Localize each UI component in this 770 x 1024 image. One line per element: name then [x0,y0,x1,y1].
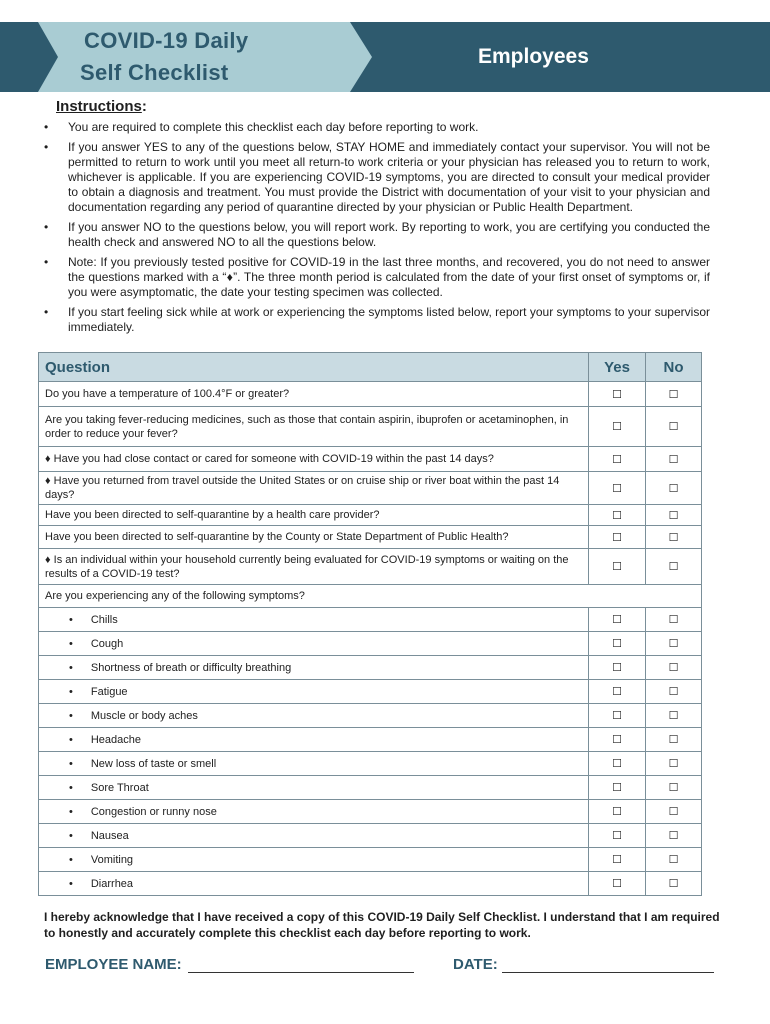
date-label: DATE: [453,956,498,973]
no-checkbox[interactable]: ☐ [646,656,702,680]
symptom-text: • Congestion or runny nose [39,800,589,824]
yes-checkbox[interactable]: ☐ [589,526,646,549]
no-checkbox[interactable]: ☐ [646,447,702,472]
no-checkbox[interactable]: ☐ [646,824,702,848]
no-checkbox[interactable]: ☐ [646,872,702,896]
symptom-row [39,704,702,728]
no-checkbox[interactable]: ☐ [646,752,702,776]
symptom-text: • New loss of taste or smell [39,752,589,776]
symptom-row [39,680,702,704]
question-column-header: Question [39,353,589,382]
symptom-row [39,752,702,776]
yes-checkbox[interactable]: ☐ [589,656,646,680]
instruction-item: • If you answer NO to the questions below, you will report work. By reporting to work, you are certifying you conducted the health check and answered NO to all the questions below. [44,220,710,250]
no-checkbox[interactable]: ☐ [646,608,702,632]
symptom-text: • Shortness of breath or difficulty breathing [39,656,589,680]
instruction-item: • If you start feeling sick while at work or experiencing the symptoms listed below, report your symptoms to your supervisor immediately. [44,305,710,335]
question-row [39,585,702,608]
checklist-title-line-2: Self Checklist [80,60,229,85]
instruction-item: • If you answer YES to any of the questions below, STAY HOME and immediately contact your supervisor. You will not be permitted to return to work until you meet all return-to work criteria or your physician has released you to return to work, whichever is applicable. If you are experiencing COVID-19 symptoms, you are directed to consult your medical provider to obtain a diagnosis and treatment. You must provide the District with documentation of your visit to your physician and documentation regarding any period of quarantine directed by your physician or Public Health Department. [44,140,710,215]
no-checkbox[interactable]: ☐ [646,680,702,704]
symptom-text: • Fatigue [39,680,589,704]
yes-checkbox[interactable]: ☐ [589,872,646,896]
question-row [39,549,702,585]
no-checkbox[interactable]: ☐ [646,526,702,549]
question-row [39,407,702,447]
yes-checkbox[interactable]: ☐ [589,704,646,728]
checklist-title-line-1: COVID-19 Daily [84,28,249,53]
no-column-header: No [646,353,702,382]
yes-checkbox[interactable]: ☐ [589,608,646,632]
yes-checkbox[interactable]: ☐ [589,505,646,526]
question-text: Are you taking fever-reducing medicines, such as those that contain aspirin, ibuprofen or acetaminophen, in order to reduce your fever? [39,407,589,447]
yes-column-header: Yes [589,353,646,382]
question-text: ♦ Have you returned from travel outside the United States or on cruise ship or river boat within the past 14 days? [39,472,589,505]
symptom-row [39,824,702,848]
date-line[interactable] [502,972,714,973]
yes-checkbox[interactable]: ☐ [589,800,646,824]
symptom-text: • Diarrhea [39,872,589,896]
instruction-item: • Note: If you previously tested positive for COVID-19 in the last three months, and recovered, you do not need to answer the questions marked with a “♦”. The three month period is calculated from the date of your first onset of symptoms or, if you were asymptomatic, the date your testing specimen was collected. [44,255,710,300]
symptom-text: • Vomiting [39,848,589,872]
instruction-item: • You are required to complete this checklist each day before reporting to work. [44,120,710,135]
employee-name-label: EMPLOYEE NAME: [45,956,182,973]
question-text: Have you been directed to self-quarantine by the County or State Department of Public Health? [39,526,589,549]
yes-checkbox[interactable]: ☐ [589,472,646,505]
symptom-row [39,728,702,752]
header-banner [0,22,770,92]
acknowledgement-text: I hereby acknowledge that I have received a copy of this COVID-19 Daily Self Checklist. I understand that I am required to honestly and accurately complete this checklist each day before reporting to work. [44,910,720,940]
no-checkbox[interactable]: ☐ [646,848,702,872]
symptom-text: • Nausea [39,824,589,848]
table-header-row [39,353,702,382]
question-row [39,447,702,472]
no-checkbox[interactable]: ☐ [646,549,702,585]
no-checkbox[interactable]: ☐ [646,505,702,526]
question-text: Do you have a temperature of 100.4°F or greater? [39,382,589,407]
yes-checkbox[interactable]: ☐ [589,728,646,752]
question-row [39,505,702,526]
symptom-row [39,800,702,824]
yes-checkbox[interactable]: ☐ [589,549,646,585]
no-checkbox[interactable]: ☐ [646,728,702,752]
symptom-text: • Headache [39,728,589,752]
yes-checkbox[interactable]: ☐ [589,632,646,656]
no-checkbox[interactable]: ☐ [646,472,702,505]
yes-checkbox[interactable]: ☐ [589,407,646,447]
symptom-row [39,776,702,800]
no-checkbox[interactable]: ☐ [646,632,702,656]
no-checkbox[interactable]: ☐ [646,776,702,800]
instructions-heading: Instructions: [56,98,147,115]
question-row [39,382,702,407]
yes-checkbox[interactable]: ☐ [589,824,646,848]
yes-checkbox[interactable]: ☐ [589,752,646,776]
symptom-text: • Muscle or body aches [39,704,589,728]
question-text: Are you experiencing any of the following symptoms? [39,585,702,608]
question-row [39,526,702,549]
symptom-row [39,632,702,656]
yes-checkbox[interactable]: ☐ [589,680,646,704]
employee-name-line[interactable] [188,972,414,973]
question-text: ♦ Is an individual within your household currently being evaluated for COVID-19 symptoms or waiting on the results of a COVID-19 test? [39,549,589,585]
symptom-text: • Sore Throat [39,776,589,800]
yes-checkbox[interactable]: ☐ [589,447,646,472]
no-checkbox[interactable]: ☐ [646,800,702,824]
audience-label: Employees [478,45,589,68]
symptom-row [39,848,702,872]
instructions-list [44,120,710,340]
question-row [39,472,702,505]
yes-checkbox[interactable]: ☐ [589,382,646,407]
no-checkbox[interactable]: ☐ [646,407,702,447]
symptom-text: • Chills [39,608,589,632]
symptom-row [39,608,702,632]
yes-checkbox[interactable]: ☐ [589,848,646,872]
no-checkbox[interactable]: ☐ [646,382,702,407]
questions-table [38,352,702,896]
question-text: Have you been directed to self-quarantine by a health care provider? [39,505,589,526]
no-checkbox[interactable]: ☐ [646,704,702,728]
symptom-row [39,872,702,896]
yes-checkbox[interactable]: ☐ [589,776,646,800]
symptom-text: • Cough [39,632,589,656]
symptom-row [39,656,702,680]
question-text: ♦ Have you had close contact or cared for someone with COVID-19 within the past 14 days? [39,447,589,472]
